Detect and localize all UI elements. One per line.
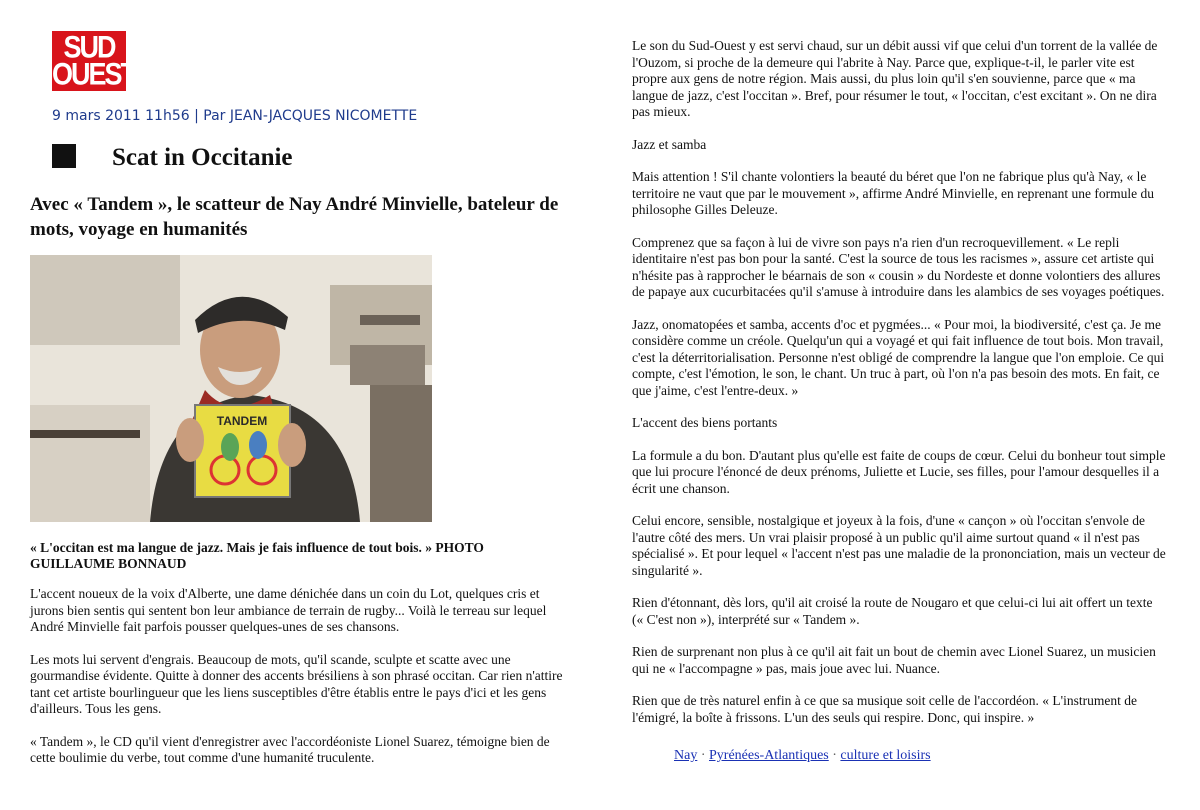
logo-line-2: OUEST <box>52 56 136 92</box>
sud-ouest-logo[interactable] <box>52 29 136 92</box>
tag-link-pyrenees-atlantiques[interactable]: Pyrénées-Atlantiques <box>709 748 829 763</box>
photo-illustration <box>30 255 432 522</box>
paragraph: Jazz, onomatopées et samba, accents d'oc et pygmées... « Pour moi, la biodiversité, c'est ça. Je me considère comme un créole. Quelqu'un qui a voyagé et qui fait influence de tout bois. Mon travail, c'est la déterritorialisation. Personne n'est obligé de comprendre la langue que l'on emploie. Ce qui compte, c'est l'émotion, le son, le chant. Un truc à part, où l'on n'a pas besoin des mots. En fait, ce que j'aime, c'est l'entre-deux. » <box>632 316 1165 398</box>
paragraph: Celui encore, sensible, nostalgique et joyeux à la fois, d'une « cançon » où l'occitan s'envole de l'autre côté des mers. Un vrai plaisir proposé à un public qu'il aime surtout quand « il n'est pas spécialisé ». Et pour lequel « l'accent n'est pas une maladie de la prononciation, mais un vecteur de singularité ». <box>632 513 1166 578</box>
cd-label: TANDEM <box>216 414 268 428</box>
photo-caption: « L'occitan est ma langue de jazz. Mais je fais influence de tout bois. » PHOTO GUILLAUME BONNAUD <box>30 540 484 571</box>
tag-separator: · <box>697 748 709 763</box>
paragraph: L'accent noueux de la voix d'Alberte, une dame dénichée dans un coin du Lot, quelques cris et jurons bien sentis qui sentent bon leur ambiance de terrain de rugby... Voilà le terreau sur lequel André Minvielle fait parfois pousser quelques-unes de ses chansons. <box>30 586 547 634</box>
article-photo <box>30 255 432 522</box>
article-body-right-column <box>632 38 1166 742</box>
article-body-left-column <box>30 586 570 783</box>
paragraph: Le son du Sud-Ouest y est servi chaud, sur un débit aussi vif que celui d'un torrent de la vallée de l'Ouzom, si proche de la demeure qui l'abrite à Nay. Parce que, explique-t-il, le parler vite est propre aux gens de notre région. Mais aussi, du plus loin qu'il s'en souvienne, parce que « ma langue de jazz, c'est l'occitan ». Bref, pour résumer le tout, « l'occitan, c'est excitant ». On ne dira pas mieux. <box>632 38 1158 119</box>
paragraph: Les mots lui servent d'engrais. Beaucoup de mots, qu'il scande, sculpte et scatte avec une gourmandise évidente. Quitte à donner des accents brésiliens à son phrasé occitan. Car rien n'attire tant cet artiste bourlingueur que les liens susceptibles d'être établis entre le pays d'ici et les gens d'ailleurs. Tous les gens. <box>30 651 563 716</box>
section-heading: Jazz et samba <box>632 136 707 152</box>
paragraph: « Tandem », le CD qu'il vient d'enregistrer avec l'accordéoniste Lionel Suarez, témoigne bien de cette boulimie du verbe, tout comme d'une humanité truculente. <box>30 733 550 765</box>
paragraph: La formule a du bon. D'autant plus qu'elle est faite de coups de cœur. Celui du bonheur tout simple que lui procure l'énoncé de deux prénoms, Juliette et Lucie, ses filles, pour l'amour desquelles il a écrit une chanson. <box>632 447 1166 496</box>
tag-link-nay[interactable]: Nay <box>674 748 698 763</box>
paragraph: Rien que de très naturel enfin à ce que sa musique soit celle de l'accordéon. « L'instrument de l'émigré, la boîte à frissons. L'un des seuls qui respire. Donc, qui inspire. » <box>632 693 1137 725</box>
square-bullet-icon <box>52 144 76 168</box>
dateline: 9 mars 2011 11h56 | Par JEAN-JACQUES NICOMETTE <box>52 108 418 124</box>
section-heading: L'accent des biens portants <box>632 415 778 430</box>
logo-line-1: SUD <box>63 29 115 65</box>
tag-separator: · <box>828 748 841 763</box>
paragraph: Rien de surprenant non plus à ce qu'il ait fait un bout de chemin avec Lionel Suarez, un musicien qui ne « l'accompagne » pas, mais joue avec lui. Nuance. <box>632 644 1156 676</box>
paragraph: Rien d'étonnant, dès lors, qu'il ait croisé la route de Nougaro et que celui-ci lui ait offert un texte (« C'est non »), interprété sur « Tandem ». <box>632 595 1153 627</box>
paragraph: Comprenez que sa façon à lui de vivre son pays n'a rien d'un recroquevillement. « Le repli identitaire n'est pas bon pour la santé. C'est la source de tous les racismes », assure cet artiste qui n'hésite pas à rapprocher le béarnais de son « cousin » du Nordeste et donne volontiers des allures de papaye aux cucurbitacées qu'il s'amuse à introduire dans les alambics de ses voyages poétiques. <box>632 234 1165 299</box>
article-title: Scat in Occitanie <box>112 144 293 171</box>
tag-links <box>674 748 931 764</box>
paragraph: Mais attention ! S'il chante volontiers la beauté du béret que l'on ne fabrique plus qu'à Nay, « le territoire ne vaut que par le mouvement », affirme André Minvielle, en reprenant une formule du philosophe Gilles Deleuze. <box>632 169 1154 217</box>
tag-link-culture-et-loisirs[interactable]: culture et loisirs <box>840 748 931 763</box>
article-subtitle: Avec « Tandem », le scatteur de Nay André Minvielle, bateleur de mots, voyage en humanités <box>30 194 559 240</box>
